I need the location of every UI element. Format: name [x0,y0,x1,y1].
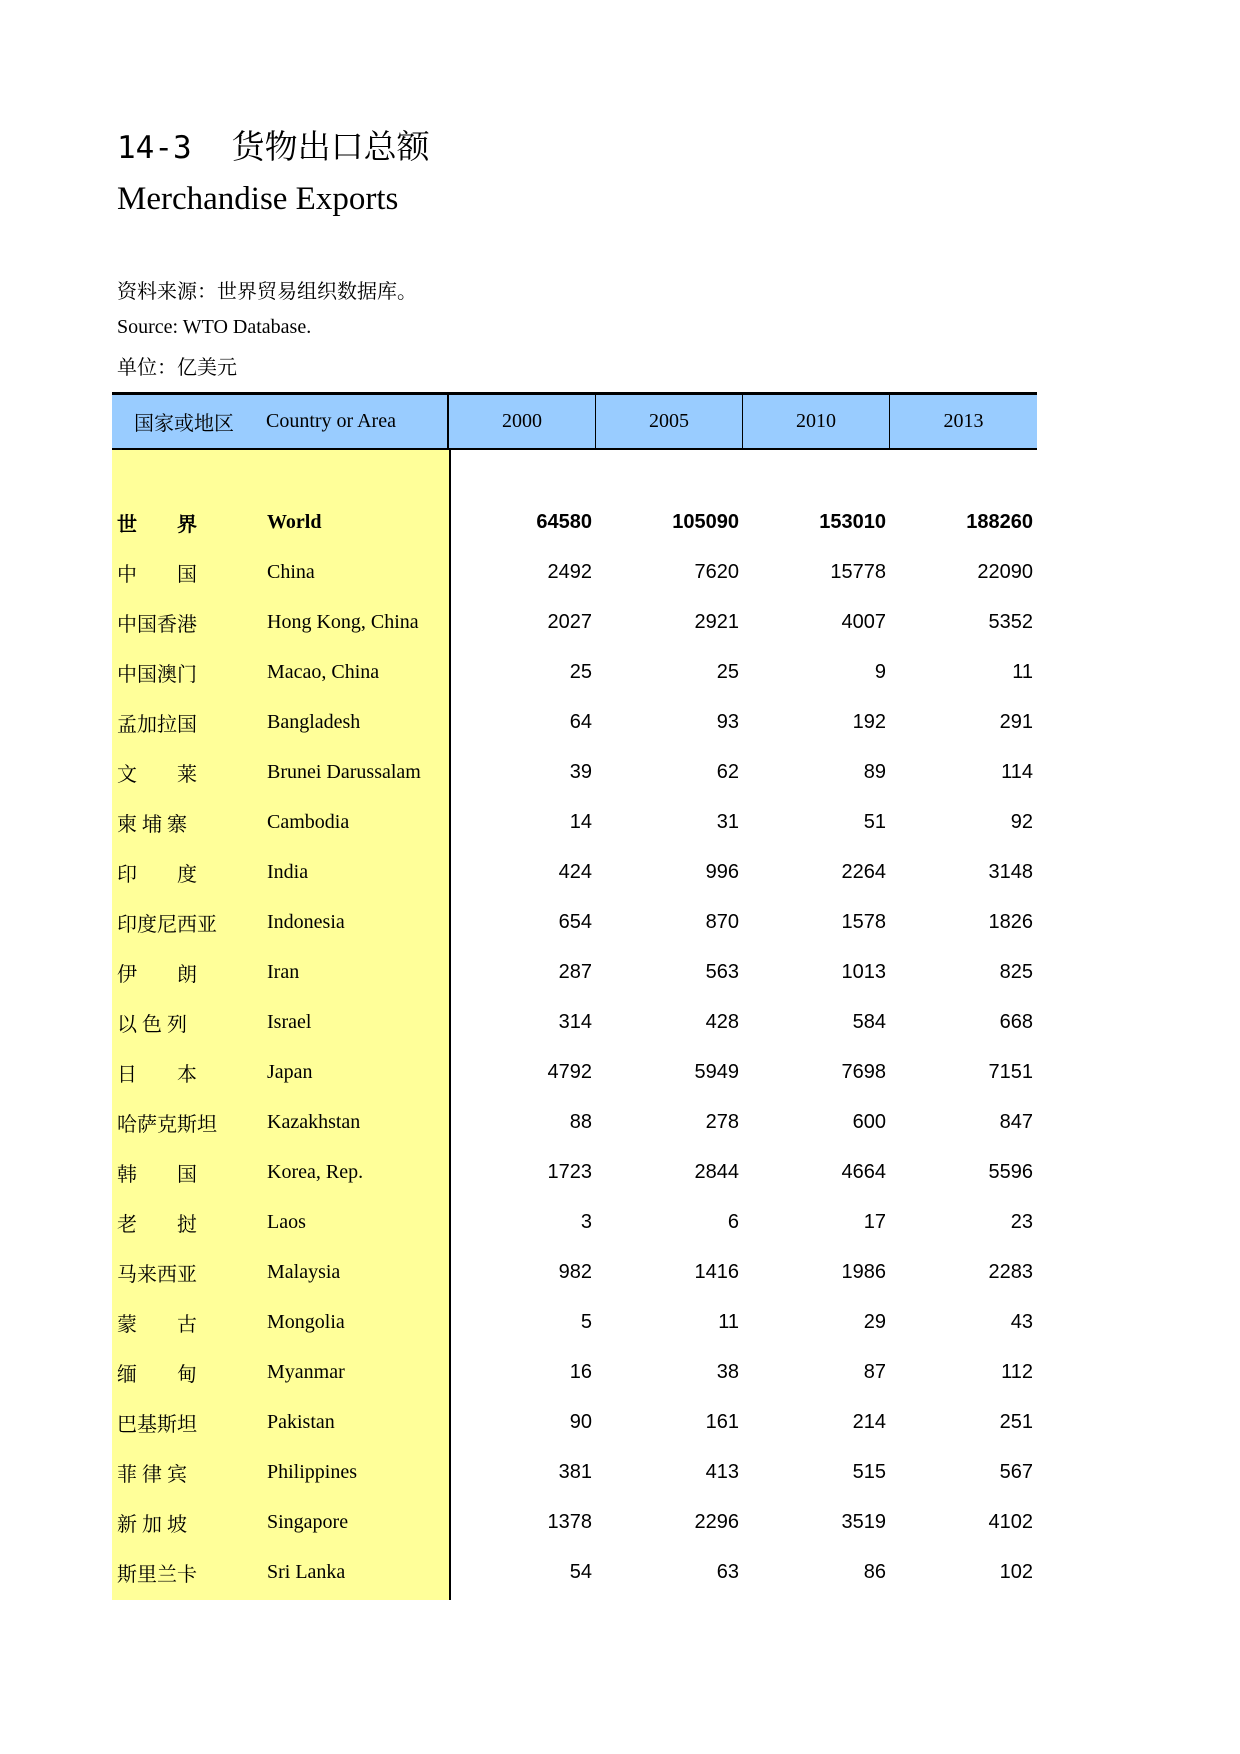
export-value-2000: 3 [580,1210,592,1233]
export-value-2005: 428 [705,1010,739,1033]
page-title-english: Merchandise Exports [117,181,399,217]
export-value-2010: 192 [852,710,886,733]
country-name-english: Malaysia [267,1260,341,1283]
country-name-chinese: 伊 朗 [117,963,197,986]
export-value-2005: 63 [716,1560,739,1583]
country-name-english: Mongolia [267,1310,345,1333]
export-value-2000: 64 [569,710,592,733]
export-value-2013: 251 [999,1410,1033,1433]
country-name-english: Korea, Rep. [267,1160,364,1183]
export-value-2010: 214 [852,1410,886,1433]
export-value-2013: 4102 [988,1510,1033,1533]
table-body [112,497,1037,1597]
export-value-2013: 23 [1010,1210,1033,1233]
table-row [112,747,1037,797]
country-name-english: Bangladesh [267,710,361,733]
country-name-chinese: 蒙 古 [117,1313,197,1336]
export-value-2000: 1723 [547,1160,592,1183]
country-name-english: Israel [267,1010,312,1033]
export-value-2010: 1578 [841,910,886,933]
country-name-english: Macao, China [267,660,380,683]
country-name-english: Japan [267,1060,313,1083]
export-value-2013: 291 [999,710,1033,733]
header-year-2005: 2005 [596,395,743,448]
table-row [112,897,1037,947]
title-chinese-text: 货物出口总额 [231,127,430,166]
export-value-2000: 2492 [547,560,592,583]
country-name-english: World [267,510,322,533]
export-value-2013: 188260 [966,510,1033,533]
country-name-chinese: 菲 律 宾 [117,1463,187,1486]
export-value-2000: 39 [569,760,592,783]
export-value-2013: 11 [1012,660,1033,683]
export-value-2010: 4664 [841,1160,886,1183]
country-name-chinese: 日 本 [117,1063,197,1086]
export-value-2010: 1986 [841,1260,886,1283]
country-name-chinese: 文 莱 [117,763,197,786]
export-value-2000: 4792 [547,1060,592,1083]
export-value-2000: 1378 [547,1510,592,1533]
country-name-english: Singapore [267,1510,349,1533]
country-name-english: Iran [267,960,300,983]
table-row [112,647,1037,697]
export-value-2010: 2264 [841,860,886,883]
country-name-chinese: 以 色 列 [117,1013,187,1036]
export-value-2010: 29 [863,1310,886,1333]
export-value-2013: 2283 [988,1260,1033,1283]
table-number: 14-3 [117,130,192,166]
export-value-2013: 3148 [988,860,1033,883]
export-value-2010: 3519 [841,1510,886,1533]
export-value-2010: 86 [863,1560,886,1583]
export-value-2005: 7620 [694,560,739,583]
table-row [112,1347,1037,1397]
country-name-chinese: 新 加 坡 [117,1513,187,1536]
export-value-2000: 314 [558,1010,592,1033]
header-year-2013: 2013 [943,410,984,432]
country-name-english: Myanmar [267,1360,345,1383]
table-row [112,597,1037,647]
export-value-2000: 54 [569,1560,592,1583]
country-name-chinese: 老 挝 [117,1213,197,1236]
country-name-english: Pakistan [267,1410,335,1433]
table-row [112,1097,1037,1147]
table-row [112,1497,1037,1547]
export-value-2010: 89 [863,760,886,783]
export-value-2013: 7151 [988,1060,1033,1083]
country-name-chinese: 印 度 [117,863,197,886]
export-value-2005: 25 [716,660,739,683]
export-value-2010: 9 [874,660,886,683]
country-name-english: Kazakhstan [267,1110,361,1133]
export-value-2005: 2921 [694,610,739,633]
export-value-2000: 88 [569,1110,592,1133]
country-name-english: Laos [267,1210,306,1233]
export-value-2000: 90 [569,1410,592,1433]
export-value-2013: 847 [999,1110,1033,1133]
export-value-2005: 2296 [694,1510,739,1533]
export-value-2010: 1013 [841,960,886,983]
export-value-2005: 1416 [694,1260,739,1283]
export-value-2005: 62 [716,760,739,783]
header-year-2000: 2000 [449,395,596,448]
export-value-2005: 278 [705,1110,739,1133]
export-value-2000: 64580 [536,510,592,533]
header-country-cell [112,395,449,448]
export-value-2005: 93 [716,710,739,733]
export-value-2005: 11 [718,1310,739,1333]
export-value-2010: 7698 [841,1060,886,1083]
country-name-chinese: 缅 甸 [117,1363,197,1386]
export-value-2010: 600 [852,1110,886,1133]
header-country-english: Country or Area [266,410,396,432]
export-value-2005: 413 [705,1460,739,1483]
table-row [112,1297,1037,1347]
table-row [112,847,1037,897]
table-row [112,1247,1037,1297]
country-name-chinese: 柬 埔 寨 [117,813,187,836]
table-row [112,1447,1037,1497]
country-name-chinese: 韩 国 [117,1163,197,1186]
page-title-chinese [117,126,430,169]
country-name-english: India [267,860,309,883]
export-value-2000: 982 [558,1260,592,1283]
export-value-2010: 87 [863,1360,886,1383]
country-name-chinese: 马来西亚 [117,1263,197,1286]
country-name-chinese: 巴基斯坦 [117,1413,197,1436]
source-note-chinese: 资料来源：世界贸易组织数据库。 [117,281,417,303]
source-note-english: Source: WTO Database. [117,316,312,338]
export-value-2013: 22090 [977,560,1033,583]
export-value-2000: 424 [558,860,592,883]
header-year-2010: 2010 [743,395,890,448]
export-value-2013: 1826 [988,910,1033,933]
export-value-2005: 2844 [694,1160,739,1183]
export-value-2000: 287 [558,960,592,983]
export-value-2005: 31 [716,810,739,833]
table-row [112,1547,1037,1597]
table-row [112,797,1037,847]
country-name-chinese: 中 国 [117,563,197,586]
export-value-2013: 825 [999,960,1033,983]
table-row [112,997,1037,1047]
country-name-chinese: 孟加拉国 [117,713,197,736]
table-row [112,947,1037,997]
export-value-2005: 6 [727,1210,739,1233]
export-value-2010: 515 [852,1460,886,1483]
export-value-2013: 567 [999,1460,1033,1483]
table-row [112,547,1037,597]
table-header [112,392,1037,450]
export-value-2005: 5949 [694,1060,739,1083]
export-value-2010: 153010 [819,510,886,533]
export-value-2013: 114 [1001,760,1033,783]
export-value-2005: 996 [705,860,739,883]
country-name-english: Brunei Darussalam [267,760,421,783]
export-value-2000: 381 [558,1460,592,1483]
export-value-2000: 25 [569,660,592,683]
export-value-2010: 51 [863,810,886,833]
export-value-2005: 563 [705,960,739,983]
country-name-english: Indonesia [267,910,345,933]
country-name-english: Cambodia [267,810,350,833]
header-country-chinese: 国家或地区 [134,413,234,435]
export-value-2005: 105090 [672,510,739,533]
export-value-2013: 5596 [988,1160,1033,1183]
table-row [112,1047,1037,1097]
country-name-chinese: 中国香港 [117,613,197,636]
export-value-2013: 102 [999,1560,1033,1583]
export-value-2013: 43 [1010,1310,1033,1333]
export-value-2010: 17 [863,1210,886,1233]
country-name-english: Hong Kong, China [267,610,419,633]
export-value-2013: 5352 [988,610,1033,633]
export-value-2013: 112 [1001,1360,1033,1383]
export-value-2005: 870 [705,910,739,933]
export-value-2010: 15778 [830,560,886,583]
export-value-2000: 16 [569,1360,592,1383]
country-name-chinese: 世 界 [117,513,197,536]
table-row [112,1197,1037,1247]
country-name-english: China [267,560,315,583]
export-value-2010: 584 [852,1010,886,1033]
export-value-2013: 92 [1010,810,1033,833]
export-value-2000: 14 [569,810,592,833]
table-row [112,1397,1037,1447]
export-value-2010: 4007 [841,610,886,633]
export-value-2005: 38 [716,1360,739,1383]
export-value-2000: 2027 [547,610,592,633]
country-name-chinese: 哈萨克斯坦 [117,1113,217,1136]
export-value-2000: 654 [558,910,592,933]
country-name-chinese: 斯里兰卡 [117,1563,197,1586]
table-row [112,697,1037,747]
table-row [112,497,1037,547]
country-name-english: Sri Lanka [267,1560,346,1583]
unit-note: 单位：亿美元 [117,357,237,379]
export-value-2005: 161 [705,1410,739,1433]
country-name-chinese: 中国澳门 [117,663,197,686]
export-value-2013: 668 [999,1010,1033,1033]
country-name-english: Philippines [267,1460,358,1483]
export-value-2000: 5 [580,1310,592,1333]
country-name-chinese: 印度尼西亚 [117,913,217,936]
table-row [112,1147,1037,1197]
